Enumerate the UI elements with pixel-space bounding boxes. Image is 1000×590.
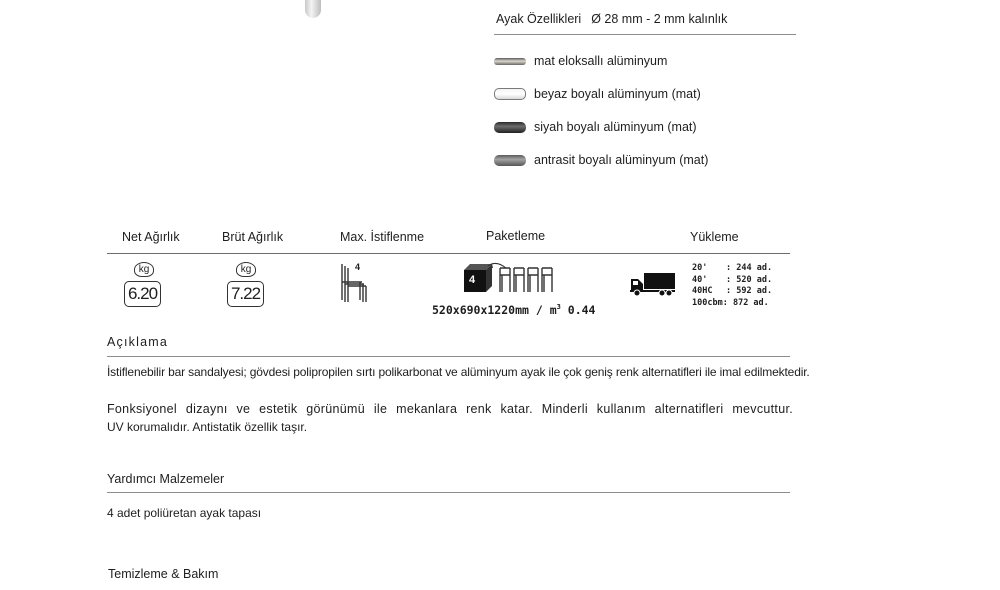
container-qty: : 520 ad.	[726, 274, 773, 285]
pack-count-value: 4	[469, 274, 476, 286]
stacking-header: Max. İstiflenme	[340, 230, 425, 244]
max-stack-value: 4	[355, 262, 361, 272]
container-type: 40HC	[692, 286, 713, 296]
black-tube-swatch	[494, 122, 526, 133]
container-qty: : 592 ad.	[726, 286, 773, 296]
packaging-header: Paketleme	[486, 229, 546, 243]
kg-tag-icon: kg	[134, 262, 154, 277]
finish-option	[494, 53, 667, 69]
net-weight-value: 6.20	[124, 281, 161, 307]
finish-label: beyaz boyalı alüminyum (mat)	[534, 87, 701, 101]
divider	[107, 356, 790, 357]
leg-diameter-spec: Ø 28 mm - 2 mm kalınlık	[591, 12, 728, 26]
package-dimensions	[432, 303, 595, 317]
chair-leg-image	[305, 0, 321, 18]
white-tube-swatch	[494, 88, 526, 100]
loading-row	[692, 263, 772, 275]
package-volume: 0.44	[560, 303, 596, 317]
net-weight-header: Net Ağırlık	[122, 230, 180, 244]
loading-header: Yükleme	[690, 230, 739, 244]
loading-row	[692, 298, 772, 310]
finish-option	[494, 86, 701, 102]
accessories-item: 4 adet poliüretan ayak tapası	[107, 506, 262, 520]
divider	[494, 34, 796, 35]
container-qty: : 244 ad.	[726, 263, 773, 273]
accessories-title: Yardımcı Malzemeler	[107, 472, 225, 486]
care-title: Temizleme & Bakım	[108, 567, 219, 581]
volume-exponent: 3	[556, 303, 561, 312]
finish-option	[494, 152, 708, 168]
divider	[107, 492, 790, 493]
truck-icon	[630, 271, 676, 297]
finish-label: antrasit boyalı alüminyum (mat)	[534, 153, 709, 167]
finish-option	[494, 119, 697, 135]
kg-tag-icon: kg	[236, 262, 256, 277]
container-type: 40'	[692, 274, 708, 285]
description-line-3: UV korumalıdır. Antistatik özellik taşır.	[107, 420, 308, 434]
loading-row	[692, 286, 772, 298]
container-qty: : 872 ad.	[722, 297, 769, 308]
package-dims-text: 520x690x1220mm / m	[432, 303, 557, 317]
finish-label: siyah boyalı alüminyum (mat)	[534, 120, 697, 134]
leg-features-heading	[496, 12, 727, 26]
anthracite-tube-swatch	[494, 155, 526, 166]
stacked-chairs-icon	[336, 262, 370, 304]
container-type: 100cbm	[692, 297, 723, 308]
description-line-2: Fonksiyonel dizaynı ve estetik görünümü ile mekanlara renk katar. Minderli kullanım alternatifleri mevcuttur.	[107, 402, 793, 416]
description-title: Açıklama	[107, 335, 169, 349]
gross-weight-value: 7.22	[227, 281, 264, 307]
description-line-1: İstiflenebilir bar sandalyesi; gövdesi polipropilen sırtı polikarbonat ve alüminyum ayak ile çok geniş renk alternatifleri ile imal edilmektedir.	[107, 365, 810, 379]
loading-row	[692, 275, 772, 287]
silver-tube-swatch	[494, 58, 526, 65]
finish-label: mat eloksallı alüminyum	[534, 54, 668, 68]
divider	[107, 253, 790, 254]
packaging-icon	[462, 262, 572, 296]
loading-capacity-list	[692, 263, 772, 309]
gross-weight-header: Brüt Ağırlık	[222, 230, 284, 244]
container-type: 20'	[692, 263, 708, 273]
leg-features-title: Ayak Özellikleri	[496, 12, 582, 26]
